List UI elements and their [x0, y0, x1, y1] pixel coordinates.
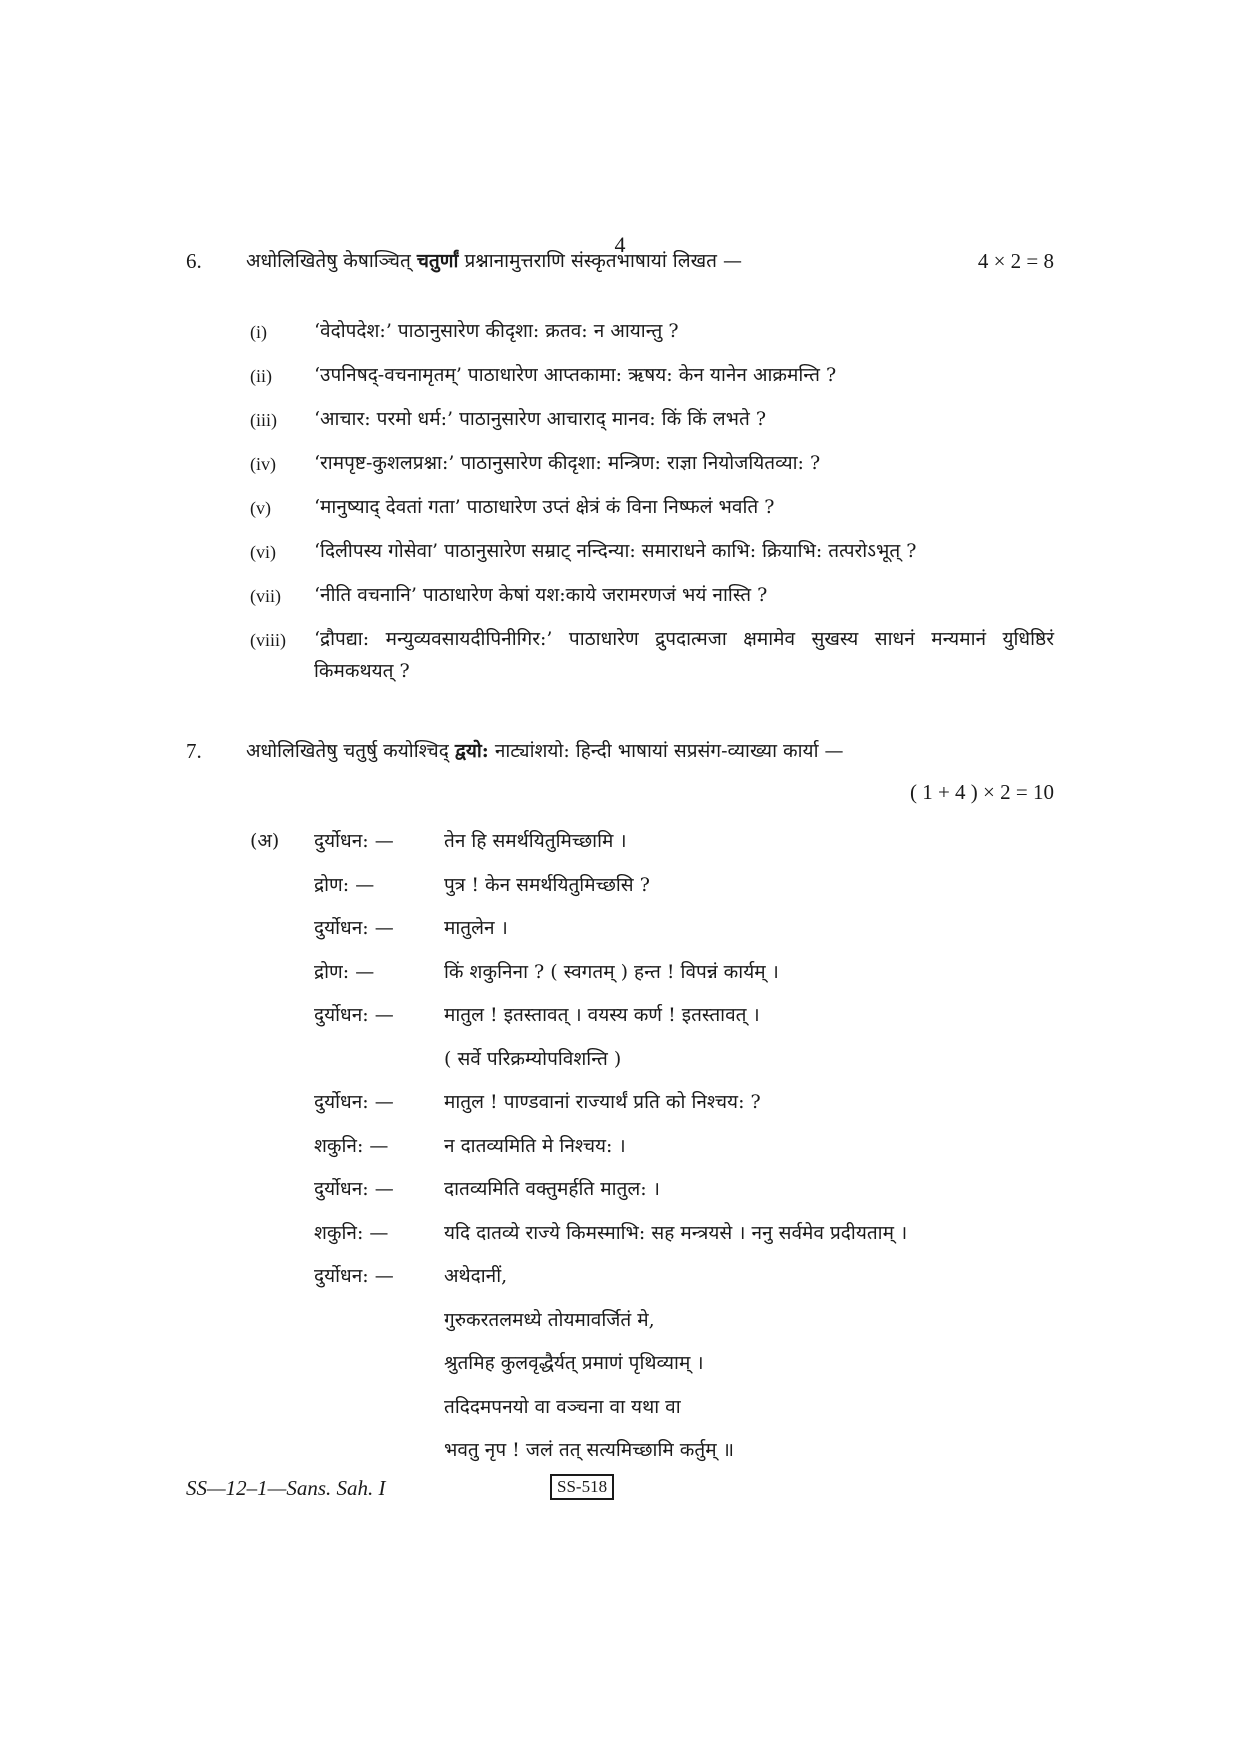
dialogue-line: भवतु नृप ! जलं तत् सत्यमिच्छामि कर्तुम् ॥: [444, 1439, 734, 1461]
subquestion-text: ‘रामपृष्ट-कुशलप्रश्ना:’ पाठानुसारेण कीदृशा: मन्त्रिण: राज्ञा नियोजयितव्या: ?: [314, 452, 821, 474]
paper-code: SS—12–1—Sans. Sah. I: [186, 1476, 386, 1500]
subquestion-item: [250, 623, 1054, 687]
subquestion-text: ‘आचार: परमो धर्म:’ पाठानुसारेण आचाराद् मानव: किं किं लभते ?: [314, 408, 767, 430]
page-number: 4: [614, 232, 626, 257]
dialogue-speaker: शकुनि: —: [314, 1134, 389, 1157]
subquestion-label: (viii): [250, 630, 286, 650]
dialogue-row: [250, 1348, 1070, 1392]
dialogue-row: [250, 1218, 1070, 1262]
subquestion-text: ‘मानुष्याद् देवतां गता’ पाठाधारेण उप्तं क्षेत्रं कं विना निष्फलं भवति ?: [314, 496, 775, 518]
subquestion-text: ‘दिलीपस्य गोसेवा’ पाठानुसारेण सम्राट् नन्दिन्या: समाराधने काभि: क्रियाभि: तत्परोऽभूत् ?: [314, 540, 917, 562]
dialogue-line: तदिदमपनयो वा वञ्चना वा यथा वा: [444, 1395, 681, 1418]
question-7-marks: ( 1 + 4 ) × 2 = 10: [909, 780, 1054, 804]
subquestion-item: [250, 403, 1054, 436]
paper-code-box: SS-518: [550, 1474, 614, 1500]
question-6-text-part: प्रश्नानामुत्तराणि संस्कृतभाषायां लिखत —: [458, 250, 742, 272]
subquestion-text: ‘नीति वचनानि’ पाठाधारेण केषां यश:काये जरामरणजं भयं नास्ति ?: [314, 584, 768, 606]
dialogue-line: न दातव्यमिति मे निश्चय: ।: [444, 1134, 626, 1157]
subquestion-text: ‘द्रौपद्या: मन्युव्यवसायदीपिनीगिर:’ पाठाधारेण द्रुपदात्मजा क्षमामेव सुखस्य साधनं मन्यमानं युधिष्ठिरं किमकथयत् ?: [314, 628, 1054, 682]
question-6-marks: 4 × 2 = 8: [977, 249, 1054, 273]
subquestion-item: [250, 447, 1054, 480]
dialogue-speaker: दुर्योधन: —: [314, 917, 394, 939]
dialogue-line: मातुल ! पाण्डवानां राज्यार्थं प्रति को निश्चय: ?: [444, 1091, 761, 1113]
subquestion-label: (iv): [250, 454, 276, 474]
dialogue-line: ( सर्वे परिक्रम्योपविशन्ति ): [444, 1047, 622, 1070]
dialogue-line: तेन हि समर्थयितुमिच्छामि ।: [444, 830, 627, 852]
subquestion-item: [250, 579, 1054, 612]
question-7-text-part: नाट्यांशयो: हिन्दी भाषायां सप्रसंग-व्याख्या कार्या —: [488, 740, 844, 762]
subquestion-item: [250, 315, 1054, 348]
subquestion-text: ‘उपनिषद्-वचनामृतम्’ पाठाधारेण आप्तकामा: ऋषय: केन यानेन आक्रमन्ति ?: [314, 364, 837, 386]
subquestion-text: ‘वेदोपदेश:’ पाठानुसारेण कीदृशा: क्रतव: न आयान्तु ?: [314, 320, 679, 342]
dialogue-row: [250, 913, 1070, 957]
question-7-bold-word: द्वयो:: [454, 740, 489, 762]
dialogue-line: दातव्यमिति वक्तुमर्हति मातुल: ।: [444, 1178, 660, 1200]
subquestion-item: [250, 535, 1054, 568]
subquestion-item: [250, 359, 1054, 392]
dialogue-speaker: दुर्योधन: —: [314, 1178, 394, 1200]
dialogue-row: [250, 870, 1070, 914]
dialogue-row: [250, 1435, 1070, 1479]
dialogue-row: [250, 1044, 1070, 1088]
part-marker: (अ): [250, 830, 280, 852]
dialogue-line: यदि दातव्ये राज्ये किमस्माभि: सह मन्त्रयसे । ननु सर्वमेव प्रदीयताम् ।: [444, 1221, 908, 1244]
dialogue-line: पुत्र ! केन समर्थयितुमिच्छसि ?: [444, 873, 650, 896]
dialogue-row: [250, 1000, 1070, 1044]
dialogue-speaker: द्रोण: —: [314, 960, 375, 983]
dialogue-row: [250, 1087, 1070, 1131]
subquestion-label: (v): [250, 498, 271, 518]
dialogue-row: [250, 1261, 1070, 1305]
subquestion-item: [250, 491, 1054, 524]
dialogue-line: मातुलेन ।: [444, 917, 508, 939]
dialogue-speaker: दुर्योधन: —: [314, 1265, 394, 1287]
dialogue-row: [250, 957, 1070, 1001]
dialogue-speaker: शकुनि: —: [314, 1221, 389, 1244]
subquestion-label: (vi): [250, 542, 276, 562]
question-7-number: 7.: [186, 739, 202, 763]
subquestion-label: (i): [250, 322, 267, 342]
question-6-subquestions: [250, 315, 1054, 698]
dialogue-speaker: दुर्योधन: —: [314, 1004, 394, 1026]
dialogue-line: गुरुकरतलमध्ये तोयमावर्जितं मे,: [444, 1308, 655, 1331]
question-6-text: [246, 246, 742, 276]
dialogue-speaker: द्रोण: —: [314, 873, 375, 896]
question-7-text-part: अधोलिखितेषु चतुर्षु कयोश्चिद्: [246, 740, 455, 762]
dialogue-row: [250, 826, 1070, 870]
dialogue-speaker: दुर्योधन: —: [314, 830, 394, 852]
subquestion-label: (ii): [250, 366, 272, 386]
dialogue-row: [250, 1392, 1070, 1436]
dialogue-row: [250, 1305, 1070, 1349]
dialogue-row: [250, 1174, 1070, 1218]
dialogue-line: अथेदानीं,: [444, 1265, 508, 1287]
subquestion-label: (iii): [250, 410, 277, 430]
dialogue-line: किं शकुनिना ? ( स्वगतम् ) हन्त ! विपन्नं कार्यम् ।: [444, 960, 779, 983]
dialogue-line: मातुल ! इतस्तावत् । वयस्य कर्ण ! इतस्तावत् ।: [444, 1004, 760, 1026]
dialogue-speaker: दुर्योधन: —: [314, 1091, 394, 1113]
dialogue-row: [250, 1131, 1070, 1175]
question-6-number: 6.: [186, 249, 202, 273]
question-6-bold-word: चतुर्णां: [416, 250, 459, 272]
footer: [186, 1476, 1054, 1510]
dialogue-line: श्रुतमिह कुलवृद्धैर्यत् प्रमाणं पृथिव्याम् ।: [444, 1352, 704, 1374]
question-6-text-part: अधोलिखितेषु केषाञ्चित्: [246, 250, 417, 272]
question-7-text: [246, 736, 844, 766]
subquestion-label: (vii): [250, 586, 281, 606]
dialogue-passage: [250, 826, 1070, 1479]
